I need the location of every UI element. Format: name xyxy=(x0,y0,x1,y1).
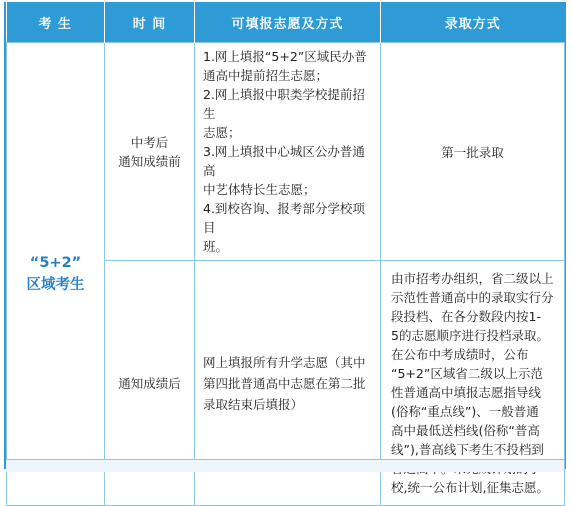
choices-line: 中艺体特长生志愿； xyxy=(203,182,316,197)
next-row-strip xyxy=(6,459,564,472)
choices-cell xyxy=(195,43,381,261)
header-examinee: 考 生 xyxy=(7,2,105,43)
method-line: 性普通高中填报志愿指导线 xyxy=(391,385,542,400)
method-line: 高中最低送档线(俗称“普高 xyxy=(391,423,540,438)
admission-table-frame xyxy=(4,2,566,495)
method-line: 示范性普通高中的录取实行分 xyxy=(391,290,554,305)
time-cell xyxy=(105,43,195,261)
method-line: 在公布中考成绩时，公布 xyxy=(391,347,529,362)
examinee-group-line1: “5+2” xyxy=(29,255,82,271)
choices-line: 3.网上填报中心城区公办普通高 xyxy=(203,144,365,178)
method-line: 第一批录取 xyxy=(441,144,504,160)
table-row xyxy=(7,43,565,261)
time-line: 中考后 xyxy=(130,134,169,150)
method-cell xyxy=(381,43,565,261)
method-line: 段投档、在各分数段内按1- xyxy=(391,309,541,324)
examinee-group-cell xyxy=(7,43,105,506)
time-line: 通知成绩前 xyxy=(118,153,181,169)
choices-line: 班。 xyxy=(203,239,229,254)
choices-line: 通高中提前招生志愿； xyxy=(203,68,329,83)
table-header-row xyxy=(7,2,565,43)
method-line: 5的志愿顺序进行投档录取。 xyxy=(391,328,549,343)
method-line: 线”),普高线下考生不投档到 xyxy=(391,442,544,457)
choices-line: 第四批普通高中志愿在第二批 xyxy=(203,375,366,391)
choices-line: 1.网上填报“5+2”区域民办普 xyxy=(203,49,367,64)
choices-line: 网上填报所有升学志愿（其中 xyxy=(203,354,366,370)
admission-table xyxy=(6,2,565,506)
examinee-group-line2: 区域考生 xyxy=(26,277,85,293)
method-line: (俗称“重点线”)、一般普通 xyxy=(391,404,539,419)
header-time: 时 间 xyxy=(105,2,195,43)
header-choices: 可填报志愿及方式 xyxy=(195,2,381,43)
time-line: 通知成绩后 xyxy=(118,375,181,391)
method-line: “5+2”区域省二级以上示范 xyxy=(391,366,543,381)
method-line: 由市招考办组织，省二级以上 xyxy=(391,271,554,286)
choices-line: 志愿； xyxy=(203,125,241,140)
header-method: 录取方式 xyxy=(381,2,565,43)
method-line: 校,统一公布计划,征集志愿。 xyxy=(391,480,549,495)
choices-line: 4.到校咨询、报考部分学校项目 xyxy=(203,201,365,235)
choices-line: 2.网上填报中职类学校提前招生 xyxy=(203,87,365,121)
choices-line: 录取结束后填报） xyxy=(203,396,304,412)
